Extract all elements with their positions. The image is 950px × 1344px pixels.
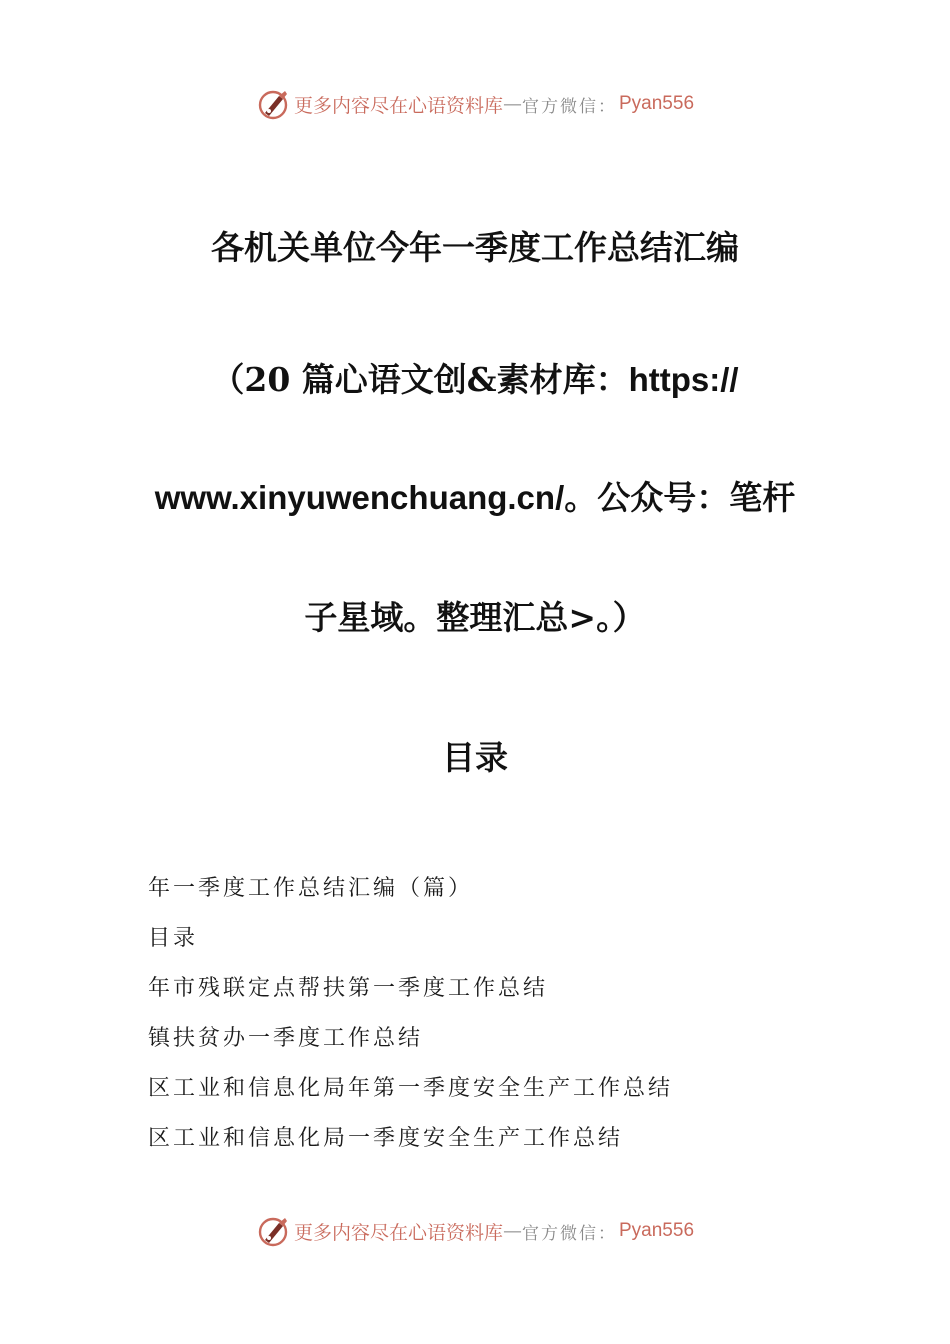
title-line-2-url-start: https://	[628, 361, 739, 398]
toc-item[interactable]: 年市残联定点帮扶第一季度工作总结	[148, 976, 549, 1001]
banner-wechat-id: Pyan556	[619, 1220, 695, 1241]
title-line-1-text: 各机关单位今年一季度工作总结汇编	[211, 228, 739, 267]
document-title-line-4	[0, 596, 950, 640]
title-line-3-text: 。公众号：笔杆	[564, 478, 796, 517]
banner-wechat-id: Pyan556	[619, 93, 695, 114]
toc-item[interactable]: 区工业和信息化局一季度安全生产工作总结	[148, 1126, 624, 1151]
toc-list	[148, 871, 673, 1171]
toc-item[interactable]: 区工业和信息化局年第一季度安全生产工作总结	[148, 1076, 674, 1101]
toc-item[interactable]: 目录	[148, 926, 199, 951]
document-title-line-3	[0, 476, 950, 520]
pen-nib-circle-icon	[256, 87, 290, 121]
banner-wechat-label: 官方微信：	[522, 96, 617, 117]
footer-banner	[0, 1211, 950, 1251]
banner-main-text: 更多内容尽在心语资料库	[293, 1221, 503, 1244]
document-title-line-1	[0, 226, 950, 270]
title-line-4-text: 子星域。整理汇总>。）	[304, 598, 646, 637]
header-banner	[0, 84, 950, 124]
toc-heading: 目录	[442, 738, 508, 777]
toc-item[interactable]: 年一季度工作总结汇编（篇）	[148, 876, 474, 901]
banner-main-text: 更多内容尽在心语资料库	[293, 94, 503, 117]
title-line-3-url: www.xinyuwenchuang.cn/	[154, 479, 565, 516]
title-line-2-text: （20 篇心语文创&素材库：	[211, 360, 629, 399]
banner-dash: —	[503, 1220, 522, 1242]
pen-nib-circle-icon	[256, 1214, 290, 1248]
document-title-line-2	[0, 358, 950, 402]
banner-dash: —	[503, 93, 522, 115]
toc-item[interactable]: 镇扶贫办一季度工作总结	[148, 1026, 424, 1051]
banner-wechat-label: 官方微信：	[522, 1223, 617, 1244]
